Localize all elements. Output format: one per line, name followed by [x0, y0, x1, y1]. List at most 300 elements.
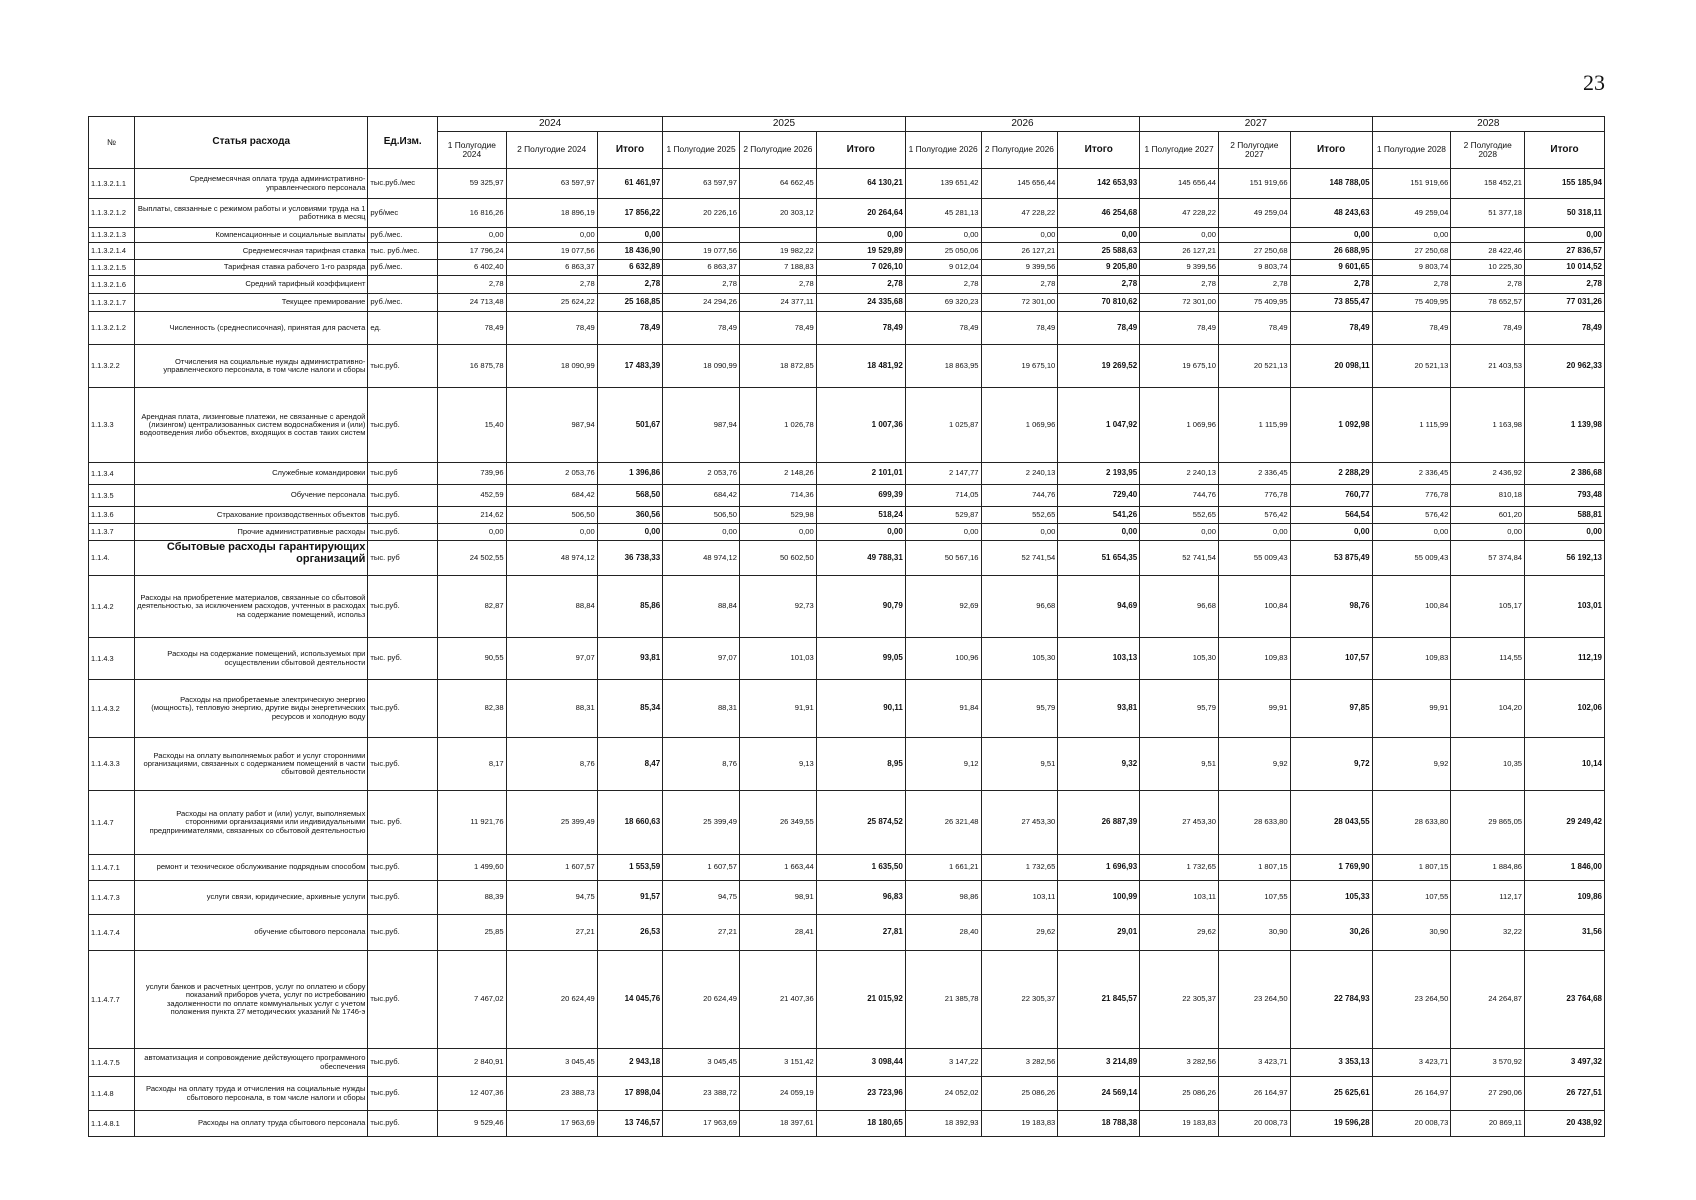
- cell-value: 27 250,68: [1219, 243, 1291, 260]
- cell-value: 2 053,76: [506, 463, 597, 485]
- cell-value: 96,68: [1140, 576, 1219, 638]
- row-code: 1.1.3.7: [89, 524, 135, 541]
- row-code: 1.1.3.4: [89, 463, 135, 485]
- cell-value: 1 663,44: [739, 855, 816, 881]
- cell-value: 109,83: [1219, 638, 1291, 680]
- cell-value: 103,11: [1140, 881, 1219, 915]
- cell-value: 24 377,11: [739, 294, 816, 312]
- cell-total: 3 497,32: [1525, 1049, 1605, 1077]
- cell-value: 3 045,45: [506, 1049, 597, 1077]
- row-unit: тыс. руб: [368, 541, 438, 576]
- row-code: 1.1.3.2.1.4: [89, 243, 135, 260]
- cell-value: 27,21: [506, 915, 597, 951]
- row-code: 1.1.4.8: [89, 1077, 135, 1111]
- cell-total: 1 846,00: [1525, 855, 1605, 881]
- cell-total: 541,26: [1058, 507, 1140, 524]
- row-code: 1.1.3.2.1.2: [89, 312, 135, 345]
- cell-total: 501,67: [597, 388, 663, 463]
- cell-value: 1 499,60: [438, 855, 507, 881]
- table-row: [89, 791, 1605, 855]
- cell-value: 18 863,95: [905, 345, 981, 388]
- table-row: [89, 463, 1605, 485]
- cell-value: 2 147,77: [905, 463, 981, 485]
- table-row: [89, 169, 1605, 199]
- header-half-1: 1 Полугодие 2025: [663, 132, 740, 169]
- cell-total: 64 130,21: [816, 169, 905, 199]
- row-code: 1.1.4.3.2: [89, 680, 135, 738]
- row-item-name: Численность (среднесписочная), принятая для расчета: [135, 312, 368, 345]
- cell-value: 810,18: [1451, 485, 1525, 507]
- cell-value: 2 336,45: [1219, 463, 1291, 485]
- row-item-name: Отчисления на социальные нужды административно-управленческого персонала, в том числе налоги и сборы: [135, 345, 368, 388]
- cell-value: 776,78: [1372, 485, 1451, 507]
- cell-value: 48 974,12: [506, 541, 597, 576]
- cell-value: 24 264,87: [1451, 951, 1525, 1049]
- cell-total: 96,83: [816, 881, 905, 915]
- cell-total: 1 047,92: [1058, 388, 1140, 463]
- cell-value: 18 872,85: [739, 345, 816, 388]
- cell-value: 2,78: [1219, 276, 1291, 294]
- row-code: 1.1.3.2.2: [89, 345, 135, 388]
- cell-value: 1 026,78: [739, 388, 816, 463]
- cell-total: 2,78: [1525, 276, 1605, 294]
- table-row: [89, 738, 1605, 791]
- header-half-2: 2 Полугодие 2027: [1219, 132, 1291, 169]
- cell-value: 48 974,12: [663, 541, 740, 576]
- cell-total: 26 688,95: [1290, 243, 1372, 260]
- cell-total: 49 788,31: [816, 541, 905, 576]
- cell-value: 25 624,22: [506, 294, 597, 312]
- cell-value: 50 567,16: [905, 541, 981, 576]
- header-year: 2027: [1140, 117, 1372, 132]
- cell-total: 760,77: [1290, 485, 1372, 507]
- cell-value: 7 467,02: [438, 951, 507, 1049]
- cell-value: 90,55: [438, 638, 507, 680]
- cell-total: 8,95: [816, 738, 905, 791]
- cell-total: 0,00: [597, 228, 663, 243]
- table-row: [89, 881, 1605, 915]
- cell-total: 100,99: [1058, 881, 1140, 915]
- cell-value: 2,78: [905, 276, 981, 294]
- cell-value: 0,00: [905, 524, 981, 541]
- cell-value: 105,17: [1451, 576, 1525, 638]
- cell-value: 776,78: [1219, 485, 1291, 507]
- cell-total: 3 214,89: [1058, 1049, 1140, 1077]
- cell-value: 214,62: [438, 507, 507, 524]
- cell-value: 10 225,30: [1451, 260, 1525, 276]
- cell-value: 1 807,15: [1372, 855, 1451, 881]
- cell-value: 107,55: [1372, 881, 1451, 915]
- cell-value: 0,00: [1372, 524, 1451, 541]
- cell-value: 9 529,46: [438, 1111, 507, 1137]
- cell-total: 90,11: [816, 680, 905, 738]
- cell-total: 31,56: [1525, 915, 1605, 951]
- cell-value: 69 320,23: [905, 294, 981, 312]
- cell-value: 0,00: [981, 228, 1058, 243]
- cell-value: 22 305,37: [981, 951, 1058, 1049]
- row-unit: тыс.руб.: [368, 680, 438, 738]
- row-code: 1.1.4.7.1: [89, 855, 135, 881]
- row-item-name: Среднемесячная оплата труда административно-управленческого персонала: [135, 169, 368, 199]
- cell-value: 55 009,43: [1372, 541, 1451, 576]
- table-row: [89, 345, 1605, 388]
- row-item-name: Прочие административные расходы: [135, 524, 368, 541]
- cell-value: [1451, 228, 1525, 243]
- cell-total: 19 596,28: [1290, 1111, 1372, 1137]
- cell-value: 9,51: [981, 738, 1058, 791]
- cell-value: 105,30: [1140, 638, 1219, 680]
- cell-value: 714,05: [905, 485, 981, 507]
- cell-value: 18 896,19: [506, 199, 597, 228]
- cell-value: 19 183,83: [1140, 1111, 1219, 1137]
- cell-value: 1 025,87: [905, 388, 981, 463]
- cell-total: 9,32: [1058, 738, 1140, 791]
- table-row: [89, 915, 1605, 951]
- cell-total: 26 727,51: [1525, 1077, 1605, 1111]
- cell-total: 21 845,57: [1058, 951, 1140, 1049]
- header-total: Итого: [1058, 132, 1140, 169]
- cell-total: 155 185,94: [1525, 169, 1605, 199]
- cell-value: 2,78: [506, 276, 597, 294]
- cell-total: 18 180,65: [816, 1111, 905, 1137]
- row-item-name: Расходы на оплату труда и отчисления на социальные нужды сбытового персонала, в том числе налоги и сборы: [135, 1077, 368, 1111]
- cell-value: 25,85: [438, 915, 507, 951]
- cell-value: 78,49: [663, 312, 740, 345]
- header-year: 2024: [438, 117, 663, 132]
- cell-value: 744,76: [1140, 485, 1219, 507]
- cell-value: 0,00: [739, 524, 816, 541]
- row-item-name: Расходы на приобретение материалов, связанные со сбытовой деятельностью, за исключением расходов, учтенных в расходах на содержание помещений, использ: [135, 576, 368, 638]
- cell-total: 2,78: [1058, 276, 1140, 294]
- cell-value: 100,84: [1219, 576, 1291, 638]
- cell-total: 9 205,80: [1058, 260, 1140, 276]
- row-code: 1.1.4.7.4: [89, 915, 135, 951]
- cell-value: 107,55: [1219, 881, 1291, 915]
- cell-total: 6 632,89: [597, 260, 663, 276]
- row-code: 1.1.4.3.3: [89, 738, 135, 791]
- cell-total: 97,85: [1290, 680, 1372, 738]
- row-unit: тыс.руб.: [368, 576, 438, 638]
- cell-value: 99,91: [1372, 680, 1451, 738]
- cell-value: 24 502,55: [438, 541, 507, 576]
- table-row: [89, 485, 1605, 507]
- cell-total: 7 026,10: [816, 260, 905, 276]
- cell-value: 24 713,48: [438, 294, 507, 312]
- table-row: [89, 855, 1605, 881]
- cell-value: 75 409,95: [1372, 294, 1451, 312]
- cell-value: 1 115,99: [1372, 388, 1451, 463]
- cell-value: 20 521,13: [1219, 345, 1291, 388]
- table-row: [89, 524, 1605, 541]
- cell-value: 95,79: [1140, 680, 1219, 738]
- cell-total: 103,01: [1525, 576, 1605, 638]
- cell-total: 2 386,68: [1525, 463, 1605, 485]
- row-code: 1.1.4.: [89, 541, 135, 576]
- cell-total: 0,00: [1525, 228, 1605, 243]
- cell-value: 26 127,21: [981, 243, 1058, 260]
- row-item-name: ремонт и техническое обслуживание подрядным способом: [135, 855, 368, 881]
- cell-value: 19 077,56: [663, 243, 740, 260]
- cell-value: 104,20: [1451, 680, 1525, 738]
- row-code: 1.1.4.7.7: [89, 951, 135, 1049]
- cell-value: 2 240,13: [1140, 463, 1219, 485]
- cell-total: 1 696,93: [1058, 855, 1140, 881]
- header-item: Статья расхода: [135, 117, 368, 169]
- row-unit: ед.: [368, 312, 438, 345]
- cell-total: 360,56: [597, 507, 663, 524]
- cell-value: 2,78: [981, 276, 1058, 294]
- cell-value: 0,00: [438, 524, 507, 541]
- cell-value: 92,69: [905, 576, 981, 638]
- row-code: 1.1.3.2.1.5: [89, 260, 135, 276]
- cell-total: 8,47: [597, 738, 663, 791]
- cell-value: 17 963,69: [663, 1111, 740, 1137]
- cell-value: 3 147,22: [905, 1049, 981, 1077]
- cell-value: 78,49: [506, 312, 597, 345]
- row-item-name: Выплаты, связанные с режимом работы и условиями труда на 1 работника в месяц: [135, 199, 368, 228]
- cell-total: 588,81: [1525, 507, 1605, 524]
- row-item-name: Служебные командировки: [135, 463, 368, 485]
- cell-total: 148 788,05: [1290, 169, 1372, 199]
- cell-value: 2 148,26: [739, 463, 816, 485]
- row-unit: тыс. руб.: [368, 638, 438, 680]
- cell-value: 0,00: [1140, 524, 1219, 541]
- cell-total: 1 139,98: [1525, 388, 1605, 463]
- cell-value: 16 875,78: [438, 345, 507, 388]
- cell-value: 17 796,24: [438, 243, 507, 260]
- cell-value: 49 259,04: [1372, 199, 1451, 228]
- cell-value: 88,39: [438, 881, 507, 915]
- cell-total: 564,54: [1290, 507, 1372, 524]
- cell-total: 1 635,50: [816, 855, 905, 881]
- cell-value: 1 732,65: [981, 855, 1058, 881]
- cell-total: 85,86: [597, 576, 663, 638]
- cell-total: 699,39: [816, 485, 905, 507]
- row-item-name: Расходы на приобретаемые электрическую энергию (мощность), тепловую энергию, другие виды энергетических ресурсов и холодную воду: [135, 680, 368, 738]
- row-code: 1.1.4.7.3: [89, 881, 135, 915]
- cell-value: 19 675,10: [981, 345, 1058, 388]
- cell-value: 26 164,97: [1372, 1077, 1451, 1111]
- cell-total: 1 092,98: [1290, 388, 1372, 463]
- header-half-1: 1 Полугодие 2026: [905, 132, 981, 169]
- cell-total: 9 601,65: [1290, 260, 1372, 276]
- cell-total: 2,78: [597, 276, 663, 294]
- cell-value: 1 732,65: [1140, 855, 1219, 881]
- cell-value: 3 423,71: [1372, 1049, 1451, 1077]
- cell-total: 46 254,68: [1058, 199, 1140, 228]
- cell-value: 10,35: [1451, 738, 1525, 791]
- cell-total: 25 168,85: [597, 294, 663, 312]
- cell-value: 52 741,54: [1140, 541, 1219, 576]
- cell-value: 2,78: [663, 276, 740, 294]
- cell-total: 22 784,93: [1290, 951, 1372, 1049]
- header-total: Итого: [816, 132, 905, 169]
- cell-value: 0,00: [1219, 524, 1291, 541]
- row-code: 1.1.3.2.1.3: [89, 228, 135, 243]
- cell-total: 1 553,59: [597, 855, 663, 881]
- row-unit: тыс.руб.: [368, 345, 438, 388]
- cell-value: 25 086,26: [1140, 1077, 1219, 1111]
- cell-value: 18 392,93: [905, 1111, 981, 1137]
- cell-value: 19 077,56: [506, 243, 597, 260]
- cell-value: 49 259,04: [1219, 199, 1291, 228]
- cell-value: 1 069,96: [1140, 388, 1219, 463]
- cell-value: 88,84: [663, 576, 740, 638]
- cell-value: 2,78: [438, 276, 507, 294]
- cell-total: 109,86: [1525, 881, 1605, 915]
- cell-total: 142 653,93: [1058, 169, 1140, 199]
- cell-value: 21 385,78: [905, 951, 981, 1049]
- table-row: [89, 276, 1605, 294]
- row-item-name: Среднемесячная тарифная ставка: [135, 243, 368, 260]
- cell-value: 7 188,83: [739, 260, 816, 276]
- cell-value: 22 305,37: [1140, 951, 1219, 1049]
- cell-value: 27 290,06: [1451, 1077, 1525, 1111]
- cell-value: 103,11: [981, 881, 1058, 915]
- cell-total: 14 045,76: [597, 951, 663, 1049]
- cell-value: 529,98: [739, 507, 816, 524]
- cell-value: 28 633,80: [1372, 791, 1451, 855]
- cell-total: 0,00: [1058, 524, 1140, 541]
- cell-total: 78,49: [1290, 312, 1372, 345]
- cell-total: 27,81: [816, 915, 905, 951]
- cell-value: 28,41: [739, 915, 816, 951]
- cell-value: 95,79: [981, 680, 1058, 738]
- cell-total: 85,34: [597, 680, 663, 738]
- table-row: [89, 1049, 1605, 1077]
- row-code: 1.1.3.3: [89, 388, 135, 463]
- cell-total: 27 836,57: [1525, 243, 1605, 260]
- row-code: 1.1.4.2: [89, 576, 135, 638]
- header-half-1: 1 Полугодие 2024: [438, 132, 507, 169]
- cell-total: 2 288,29: [1290, 463, 1372, 485]
- cell-total: 93,81: [1058, 680, 1140, 738]
- cell-value: 26 164,97: [1219, 1077, 1291, 1111]
- cell-value: 27 453,30: [981, 791, 1058, 855]
- cell-total: 94,69: [1058, 576, 1140, 638]
- cell-value: 19 183,83: [981, 1111, 1058, 1137]
- cell-value: [1219, 228, 1291, 243]
- cell-value: 8,76: [506, 738, 597, 791]
- cell-value: 1 115,99: [1219, 388, 1291, 463]
- cell-value: 0,00: [905, 228, 981, 243]
- table-row: [89, 312, 1605, 345]
- cell-value: 100,96: [905, 638, 981, 680]
- cell-value: 2,78: [1372, 276, 1451, 294]
- cell-total: 26,53: [597, 915, 663, 951]
- row-code: 1.1.4.8.1: [89, 1111, 135, 1137]
- cell-total: 18 481,92: [816, 345, 905, 388]
- cell-value: 82,87: [438, 576, 507, 638]
- row-item-name: Страхование производственных объектов: [135, 507, 368, 524]
- cell-value: 27 250,68: [1372, 243, 1451, 260]
- table-row: [89, 680, 1605, 738]
- budget-table: [88, 116, 1605, 1137]
- cell-total: 3 353,13: [1290, 1049, 1372, 1077]
- cell-value: 1 884,86: [1451, 855, 1525, 881]
- cell-value: 20 624,49: [663, 951, 740, 1049]
- cell-total: 3 098,44: [816, 1049, 905, 1077]
- cell-value: 145 656,44: [1140, 169, 1219, 199]
- cell-value: 2 436,92: [1451, 463, 1525, 485]
- cell-total: 29 249,42: [1525, 791, 1605, 855]
- cell-value: 3 282,56: [1140, 1049, 1219, 1077]
- cell-value: 92,73: [739, 576, 816, 638]
- cell-total: 25 625,61: [1290, 1077, 1372, 1111]
- cell-total: 48 243,63: [1290, 199, 1372, 228]
- table-row: [89, 541, 1605, 576]
- header-half-1: 1 Полугодие 2027: [1140, 132, 1219, 169]
- row-unit: тыс.руб.: [368, 1111, 438, 1137]
- row-unit: тыс.руб.: [368, 855, 438, 881]
- cell-total: 17 483,39: [597, 345, 663, 388]
- row-unit: руб./мес.: [368, 294, 438, 312]
- cell-total: 30,26: [1290, 915, 1372, 951]
- row-item-name: Тарифная ставка рабочего 1-го разряда: [135, 260, 368, 276]
- header-half-1: 1 Полугодие 2028: [1372, 132, 1451, 169]
- header-year: 2025: [663, 117, 906, 132]
- cell-value: 2 336,45: [1372, 463, 1451, 485]
- cell-value: 6 863,37: [663, 260, 740, 276]
- cell-value: 78,49: [1219, 312, 1291, 345]
- cell-value: 576,42: [1372, 507, 1451, 524]
- cell-total: 20 098,11: [1290, 345, 1372, 388]
- cell-total: 0,00: [1290, 228, 1372, 243]
- cell-value: 3 045,45: [663, 1049, 740, 1077]
- cell-total: 2,78: [816, 276, 905, 294]
- table-row: [89, 199, 1605, 228]
- table-body: [89, 169, 1605, 1137]
- table-row: [89, 260, 1605, 276]
- cell-value: 0,00: [506, 524, 597, 541]
- row-unit: тыс.руб: [368, 463, 438, 485]
- cell-value: 0,00: [663, 524, 740, 541]
- cell-value: 529,87: [905, 507, 981, 524]
- cell-value: 9,92: [1219, 738, 1291, 791]
- cell-value: 11 921,76: [438, 791, 507, 855]
- cell-value: 9 803,74: [1219, 260, 1291, 276]
- header-half-2: 2 Полугодие 2026: [981, 132, 1058, 169]
- cell-value: 8,76: [663, 738, 740, 791]
- cell-value: 29,62: [981, 915, 1058, 951]
- row-unit: тыс.руб./мес: [368, 169, 438, 199]
- cell-value: 98,91: [739, 881, 816, 915]
- cell-total: 107,57: [1290, 638, 1372, 680]
- cell-total: 17 856,22: [597, 199, 663, 228]
- row-code: 1.1.3.2.1.2: [89, 199, 135, 228]
- header-total: Итого: [1290, 132, 1372, 169]
- cell-value: 96,68: [981, 576, 1058, 638]
- cell-total: 19 529,89: [816, 243, 905, 260]
- cell-value: 88,31: [506, 680, 597, 738]
- row-code: 1.1.3.2.1.7: [89, 294, 135, 312]
- cell-total: 21 015,92: [816, 951, 905, 1049]
- cell-total: 0,00: [1058, 228, 1140, 243]
- cell-value: 78,49: [1451, 312, 1525, 345]
- cell-value: 987,94: [506, 388, 597, 463]
- header-num: №: [89, 117, 135, 169]
- cell-value: 112,17: [1451, 881, 1525, 915]
- cell-value: 18 397,61: [739, 1111, 816, 1137]
- cell-value: 50 602,50: [739, 541, 816, 576]
- cell-total: 36 738,33: [597, 541, 663, 576]
- cell-value: 25 399,49: [663, 791, 740, 855]
- row-item-name: Компенсационные и социальные выплаты: [135, 228, 368, 243]
- row-item-name: автоматизация и сопровождение действующего программного обеспечения: [135, 1049, 368, 1077]
- cell-value: 0,00: [438, 228, 507, 243]
- cell-value: 47 228,22: [1140, 199, 1219, 228]
- cell-value: [663, 228, 740, 243]
